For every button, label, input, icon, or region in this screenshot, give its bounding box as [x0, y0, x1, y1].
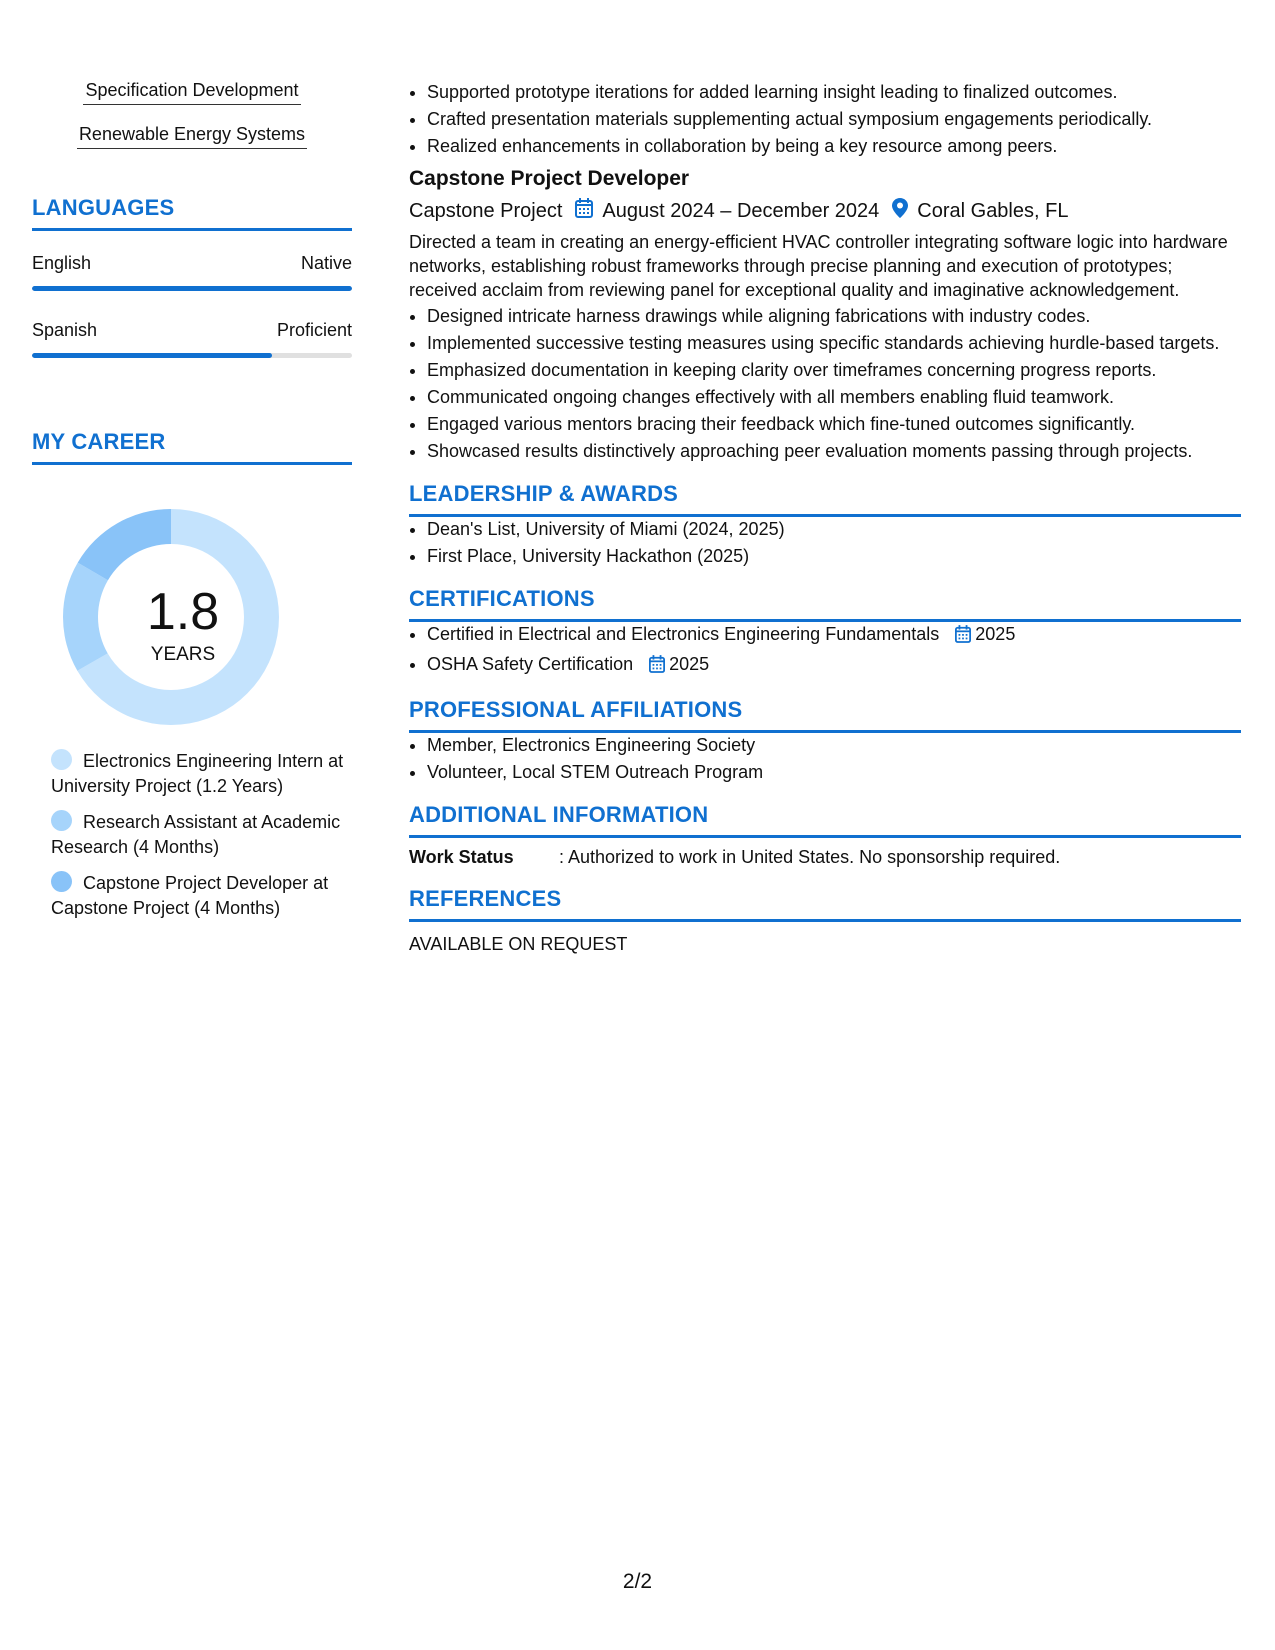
job-title: Capstone Project Developer: [409, 167, 690, 190]
legend-dot-icon: [51, 871, 72, 892]
references-text: AVAILABLE ON REQUEST: [409, 934, 628, 954]
languages-heading: LANGUAGES: [32, 195, 175, 220]
section-divider: [409, 835, 1241, 838]
job-description: Directed a team in creating an energy-efficient HVAC controller integrating software logic into hardware networks, establishing robust frameworks through precise planning and execution of prototypes; received acclaim from reviewing panel for exceptional quality and imaginative acknowledgement.: [409, 232, 1228, 300]
certification-item: [427, 622, 1241, 649]
language-proficiency-bar: [32, 286, 352, 291]
language-name: English: [32, 253, 92, 273]
references-heading: REFERENCES: [409, 886, 562, 911]
certification-item: [427, 652, 1241, 679]
skill-item: [32, 124, 352, 149]
bullet-item: • Supported prototype iterations for added learning insight leading to finalized outcomes.: [427, 80, 1241, 104]
award-item: • First Place, University Hackathon (2025): [427, 544, 1241, 568]
affiliation-item: • Volunteer, Local STEM Outreach Program: [427, 760, 1241, 784]
career-legend: [51, 749, 352, 921]
award-item: • Dean's List, University of Miami (2024, 2025): [427, 517, 1241, 541]
language-item: [32, 320, 352, 358]
certification-name: OSHA Safety Certification: [427, 654, 634, 674]
bullet-item: • Implemented successive testing measures using specific standards achieving hurdle-based targets.: [427, 331, 1241, 355]
bullet-item: • Emphasized documentation in keeping clarity over timeframes concerning progress reports.: [427, 358, 1241, 382]
additional-info-heading: ADDITIONAL INFORMATION: [409, 802, 709, 827]
skill-item: [32, 80, 352, 105]
section-divider: [32, 228, 352, 231]
certification-name: Certified in Electrical and Electronics Engineering Fundamentals: [427, 624, 940, 644]
map-pin-icon: [892, 198, 908, 224]
additional-info-section: [409, 802, 1241, 868]
affiliations-section: [409, 697, 1241, 784]
legend-label: Capstone Project Developer at Capstone Project (4 Months): [51, 873, 329, 918]
calendar-icon: [649, 655, 665, 679]
legend-dot-icon: [51, 749, 72, 770]
leadership-heading: LEADERSHIP & AWARDS: [409, 481, 679, 506]
work-status-row: [409, 847, 1241, 868]
job-meta: [409, 198, 1241, 224]
bullet-item: • Engaged various mentors bracing their feedback which fine-tuned outcomes significantly.: [427, 412, 1241, 436]
certification-year: 2025: [975, 624, 1016, 644]
language-level: Native: [300, 253, 352, 273]
career-legend-item: [51, 871, 352, 921]
languages-section: [32, 195, 352, 358]
career-heading: MY CAREER: [32, 429, 166, 454]
career-section: [32, 429, 352, 921]
bullet-item: • Crafted presentation materials supplementing actual symposium engagements periodically.: [427, 107, 1241, 131]
affiliations-heading: PROFESSIONAL AFFILIATIONS: [409, 697, 743, 722]
affiliation-item: • Member, Electronics Engineering Society: [427, 733, 1241, 757]
bullet-item: • Communicated ongoing changes effectively with all members enabling fluid teamwork.: [427, 385, 1241, 409]
skill-label: Renewable Energy Systems: [77, 124, 307, 149]
legend-label: Electronics Engineering Intern at University Project (1.2 Years): [51, 751, 344, 796]
language-proficiency-bar: [32, 353, 352, 358]
job-location: Coral Gables, FL: [917, 199, 1069, 222]
career-total-unit: YEARS: [150, 644, 216, 665]
certifications-list: [409, 622, 1241, 679]
legend-dot-icon: [51, 810, 72, 831]
job-dates: August 2024 – December 2024: [602, 199, 880, 222]
legend-label: Research Assistant at Academic Research (4 Months): [51, 812, 341, 857]
work-status-value: : Authorized to work in United States. No sponsorship required.: [559, 847, 1061, 867]
leadership-list: [409, 517, 1241, 568]
skill-label: Specification Development: [83, 80, 300, 105]
calendar-icon: [575, 198, 593, 224]
job-bullets: [409, 304, 1241, 463]
leadership-section: [409, 481, 1241, 568]
certifications-section: [409, 586, 1241, 679]
donut-segment-2: [78, 509, 171, 580]
left-column: [32, 80, 352, 932]
section-divider: [409, 919, 1241, 922]
references-section: [409, 886, 1241, 955]
job-company: Capstone Project: [409, 199, 563, 222]
certification-year: 2025: [669, 654, 710, 674]
language-name: Spanish: [32, 320, 98, 340]
right-column: [409, 80, 1241, 955]
bullet-item: • Designed intricate harness drawings while aligning fabrications with industry codes.: [427, 304, 1241, 328]
previous-job-bullets: [409, 80, 1241, 158]
career-donut-chart: [32, 465, 352, 745]
bullet-item: • Showcased results distinctively approaching peer evaluation moments passing through projects.: [427, 439, 1241, 463]
language-level: Proficient: [276, 320, 352, 340]
certifications-heading: CERTIFICATIONS: [409, 586, 595, 611]
career-total-value: 1.8: [146, 583, 220, 641]
career-legend-item: [51, 749, 352, 799]
page-number: 2/2: [622, 1570, 653, 1593]
bullet-item: • Realized enhancements in collaboration by being a key resource among peers.: [427, 134, 1241, 158]
calendar-icon: [955, 625, 971, 649]
language-item: [32, 253, 352, 291]
career-legend-item: [51, 810, 352, 860]
work-status-label: Work Status: [409, 847, 514, 867]
affiliations-list: [409, 733, 1241, 784]
